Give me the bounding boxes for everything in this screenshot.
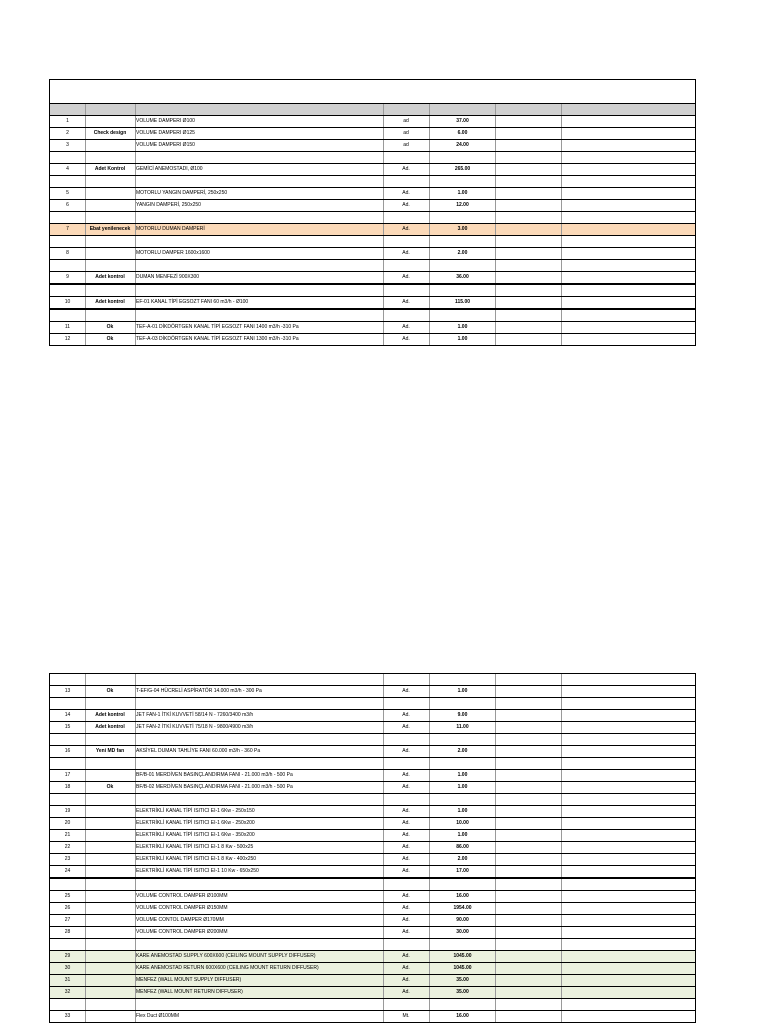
table-row: 26 VOLUME CONTROL DAMPER Ø150MM Ad. 1954.00: [50, 903, 695, 915]
table-row-highlighted: 32 MENFEZ (WALL MOUNT RETURN DIFFUSER) Ad. 35.00: [50, 987, 695, 999]
table-row: 25 VOLUME CONTROL DAMPER Ø100MM Ad. 16.00: [50, 891, 695, 903]
table-row: 15 Adet kontrol JET FAN-2 İTKİ KUVVETİ 75/18 N - 9800/4900 m3/h Ad. 11.00: [50, 722, 695, 734]
table-row: 13 Ok T-EF/G-04 HÜCRELİ ASPİRATÖR 14.000 m3/h - 300 Pa Ad. 1.00: [50, 686, 695, 698]
table-title-bar: [50, 79, 695, 104]
table-2: [49, 673, 696, 1023]
spacer-row: [50, 999, 695, 1011]
table-row: 17 BF/B-01 MERDİVEN BASINÇLANDIRMA FANI - 21.000 m3/h - 500 Pa Ad. 1.00: [50, 770, 695, 782]
table-row: 20 ELEKTRİKLİ KANAL TİPİ ISITICI EI-1 6Kw - 250x200 Ad. 10.00: [50, 818, 695, 830]
spacer-row: [50, 310, 695, 322]
spacer-row: [50, 939, 695, 951]
spacer-row: [50, 758, 695, 770]
table-header-row: [50, 104, 695, 116]
table-row: 19 ELEKTRİKLİ KANAL TİPİ ISITICI EI-1 6Kw - 250x150 Ad. 1.00: [50, 806, 695, 818]
spacer-row: [50, 285, 695, 297]
spacer-row: [50, 260, 695, 272]
table-1: [49, 79, 696, 346]
table-row: 8 MOTORLU DAMPER 1600x1600 Ad. 2.00: [50, 248, 695, 260]
table-row: 4 Adet Kontrol GEMİCİ ANEMOSTADI, Ø100 Ad. 265.00: [50, 164, 695, 176]
spacer-row: [50, 698, 695, 710]
table-row: 28 VOLUME CONTROL DAMPER Ø200MM Ad. 30.00: [50, 927, 695, 939]
spacer-row: [50, 236, 695, 248]
table-row: 27 VOLUME CONTOL DAMPER Ø170MM Ad. 90.00: [50, 915, 695, 927]
table-row: 1 VOLUME DAMPERI Ø100 ad 37.00: [50, 116, 695, 128]
table-row: 24 ELEKTRİKLİ KANAL TİPİ ISITICI EI-1 10 Kw - 650x250 Ad. 17.00: [50, 866, 695, 879]
table-row-highlighted: 7 Ebat yenilenecek MOTORLU DUMAN DAMPERİ Ad. 3.00: [50, 224, 695, 236]
table-row: 9 Adet kontrol DUMAN MENFEZİ 900X300 Ad. 36.00: [50, 272, 695, 285]
table-row-highlighted: 29 KARE ANEMOSTAD SUPPLY 600X600 (CEILING MOUNT SUPPLY DIFFUSER) Ad. 1045.00: [50, 951, 695, 963]
table-row: 23 ELEKTRİKLİ KANAL TİPİ ISITICI EI-1 8 Kw - 400x250 Ad. 2.00: [50, 854, 695, 866]
table-row: 5 MOTORLU YANGIN DAMPERİ, 250x250 Ad. 1.00: [50, 188, 695, 200]
spacer-row: [50, 176, 695, 188]
table-row: 3 VOLUME DAMPERI Ø150 ad 24.00: [50, 140, 695, 152]
table-row: 22 ELEKTRİKLİ KANAL TİPİ ISITICI EI-1 8 Kw - 500x25 Ad. 86.00: [50, 842, 695, 854]
table-row: 21 ELEKTRİKLİ KANAL TİPİ ISITICI EI-1 6Kw - 350x200 Ad. 1.00: [50, 830, 695, 842]
spacer-row: [50, 212, 695, 224]
table-row: 18 Ok BF/B-02 MERDİVEN BASINÇLANDIRMA FANI - 21.000 m3/h - 500 Pa Ad. 1.00: [50, 782, 695, 794]
table-row: 12 Ok TEF-A-03 DİKDÖRTGEN KANAL TİPİ EGSOZT FANI 1300 m3/h -310 Pa Ad. 1.00: [50, 334, 695, 346]
spacer-row: [50, 152, 695, 164]
spacer-row: [50, 674, 695, 686]
table-row-highlighted: 31 MENFEZ (WALL MOUNT SUPPLY DIFFUSER) Ad. 35.00: [50, 975, 695, 987]
table-row: 33 Flex Duct Ø100MM Mt. 16.00: [50, 1011, 695, 1023]
table-row: 10 Adet kontrol EF-01 KANAL TİPİ EGSOZT FANI 60 m3/h - Ø100 Ad. 115.00: [50, 297, 695, 310]
table-row: 16 Yeni MD fan AKSİYEL DUMAN TAHLİYE FANI 60.000 m3/h - 360 Pa Ad. 2.00: [50, 746, 695, 758]
table-row: 14 Adet kontrol JET FAN-1 İTKİ KUVVETİ 58/14 N - 7260/3400 m3/h Ad. 9.00: [50, 710, 695, 722]
table-row: 2 Check design VOLUME DAMPERI Ø125 ad 6.00: [50, 128, 695, 140]
table-row: 6 YANGIN DAMPERİ, 250x250 Ad. 12.00: [50, 200, 695, 212]
table-row: 11 Ok TEF-A-01 DİKDÖRTGEN KANAL TİPİ EGSOZT FANI 1400 m3/h -310 Pa Ad. 1.00: [50, 322, 695, 334]
spacer-row: [50, 879, 695, 891]
spacer-row: [50, 794, 695, 806]
table-row-highlighted: 30 KARE ANEMOSTAD RETURN 600X600 (CEILING MOUNT RETURN DIFFUSER) Ad. 1045.00: [50, 963, 695, 975]
spacer-row: [50, 734, 695, 746]
